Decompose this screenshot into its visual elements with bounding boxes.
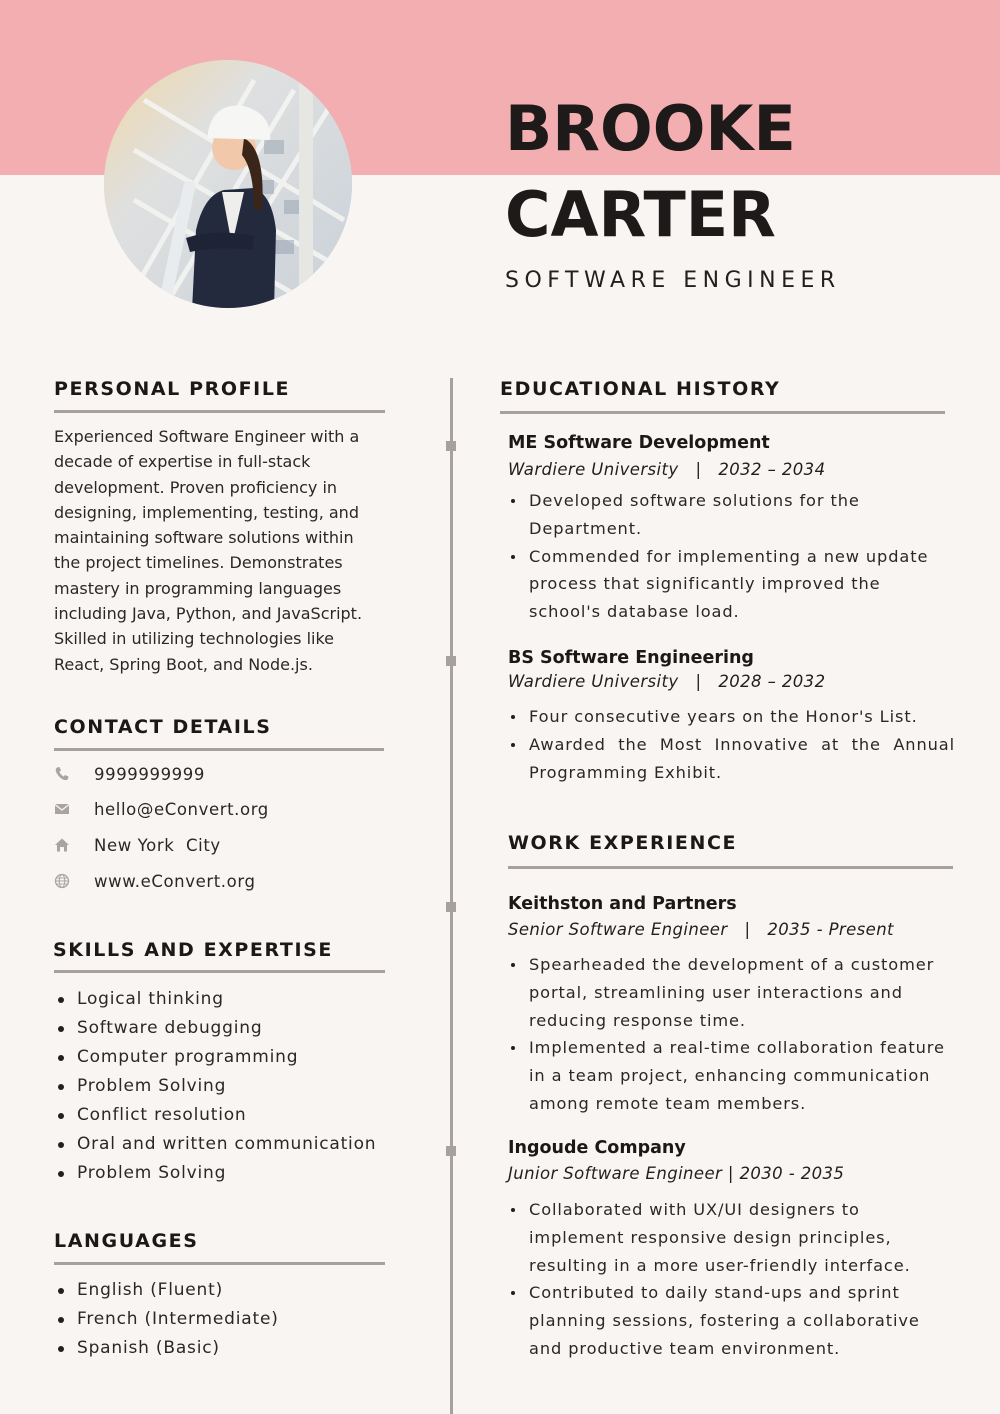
work-bullet: Collaborated with UX/UI designers to implement responsive design principles, resulting in a more user-friendly interface. <box>510 1196 955 1279</box>
profile-photo-illustration <box>104 60 352 308</box>
languages-heading: LANGUAGES <box>54 1230 199 1252</box>
profile-line: development. Proven proficiency in <box>54 477 338 497</box>
skill-item: Computer programming <box>54 1043 376 1072</box>
contact-heading: CONTACT DETAILS <box>54 716 272 738</box>
profile-line: the project timelines. Demonstrates <box>54 553 343 573</box>
timeline-marker <box>446 1146 456 1156</box>
timeline-line <box>450 378 453 1414</box>
job-title: SOFTWARE ENGINEER <box>505 268 841 293</box>
education-entry-subtitle: Wardiere University | 2028 – 2032 <box>508 672 826 691</box>
education-entry-subtitle: Wardiere University | 2032 – 2034 <box>508 460 826 479</box>
skill-item: Problem Solving <box>54 1159 376 1188</box>
last-name: CARTER <box>505 178 776 251</box>
skills-list <box>54 985 376 1188</box>
profile-line: mastery in programming languages <box>54 578 342 598</box>
profile-line: including Java, Python, and JavaScript. <box>54 604 363 624</box>
education-rule <box>500 411 945 414</box>
profile-line: designing, implementing, testing, and <box>54 502 359 522</box>
education-heading: EDUCATIONAL HISTORY <box>500 378 781 400</box>
contact-email <box>54 797 269 821</box>
timeline-marker <box>446 656 456 666</box>
languages-rule <box>54 1262 385 1265</box>
education-bullet: Commended for implementing a new update process that significantly improved the school's database load. <box>510 543 955 626</box>
work-heading: WORK EXPERIENCE <box>508 832 738 854</box>
contact-website-value[interactable]: www.eConvert.org <box>94 871 256 891</box>
education-bullet: Awarded the Most Innovative at the Annual Programming Exhibit. <box>510 731 955 787</box>
education-bullet: Developed software solutions for the Department. <box>510 487 955 543</box>
profile-heading: PERSONAL PROFILE <box>54 378 291 400</box>
language-item: English (Fluent) <box>54 1276 279 1305</box>
work-entry-title: Ingoude Company <box>508 1138 686 1158</box>
work-entry-bullets <box>510 951 955 1118</box>
profile-line: Experienced Software Engineer with a <box>54 427 360 446</box>
education-entry-title: ME Software Development <box>508 433 770 453</box>
timeline-marker <box>446 441 456 451</box>
language-item: French (Intermediate) <box>54 1305 279 1334</box>
languages-list <box>54 1276 279 1363</box>
work-bullet: Implemented a real-time collaboration feature in a team project, enhancing communication among remote team members. <box>510 1034 955 1117</box>
first-name: BROOKE <box>505 92 796 165</box>
skill-item: Conflict resolution <box>54 1101 376 1130</box>
language-item: Spanish (Basic) <box>54 1334 279 1363</box>
globe-icon <box>54 873 70 889</box>
skill-item: Problem Solving <box>54 1072 376 1101</box>
work-bullet: Spearheaded the development of a customer portal, streamlining user interactions and reducing response time. <box>510 951 955 1034</box>
education-entry-bullets <box>510 487 955 626</box>
phone-icon <box>54 766 70 782</box>
home-icon <box>54 837 70 853</box>
contact-phone <box>54 762 205 786</box>
profile-line: Skilled in utilizing technologies like <box>54 629 335 649</box>
profile-line: maintaining software solutions within <box>54 528 354 548</box>
work-entry-subtitle: Junior Software Engineer | 2030 - 2035 <box>508 1164 845 1183</box>
work-entry-subtitle: Senior Software Engineer | 2035 - Present <box>508 920 894 939</box>
education-entry-title: BS Software Engineering <box>508 648 754 668</box>
skill-item: Software debugging <box>54 1014 376 1043</box>
education-bullet: Four consecutive years on the Honor's List. <box>510 703 955 731</box>
contact-email-value[interactable]: hello@eConvert.org <box>94 799 269 819</box>
skills-heading: SKILLS AND EXPERTISE <box>53 939 333 961</box>
work-rule <box>508 866 953 869</box>
contact-location <box>54 833 221 857</box>
contact-phone-value: 9999999999 <box>94 764 205 784</box>
skill-item: Logical thinking <box>54 985 376 1014</box>
education-entry-bullets <box>510 703 955 786</box>
timeline-marker <box>446 902 456 912</box>
profile-line: React, Spring Boot, and Node.js. <box>54 654 313 674</box>
skill-item: Oral and written communication <box>54 1130 376 1159</box>
email-icon <box>54 801 70 817</box>
contact-website <box>54 869 256 893</box>
work-entry-bullets <box>510 1196 955 1363</box>
profile-rule <box>54 410 385 413</box>
work-bullet: Contributed to daily stand-ups and sprint planning sessions, fostering a collaborative and productive team environment. <box>510 1279 955 1362</box>
profile-photo <box>104 60 352 308</box>
work-entry-title: Keithston and Partners <box>508 894 737 914</box>
contact-location-value: New York City <box>94 835 221 855</box>
skills-rule <box>54 970 385 973</box>
profile-line: decade of expertise in full-stack <box>54 452 311 472</box>
contact-rule <box>54 748 384 751</box>
profile-text <box>54 424 394 677</box>
